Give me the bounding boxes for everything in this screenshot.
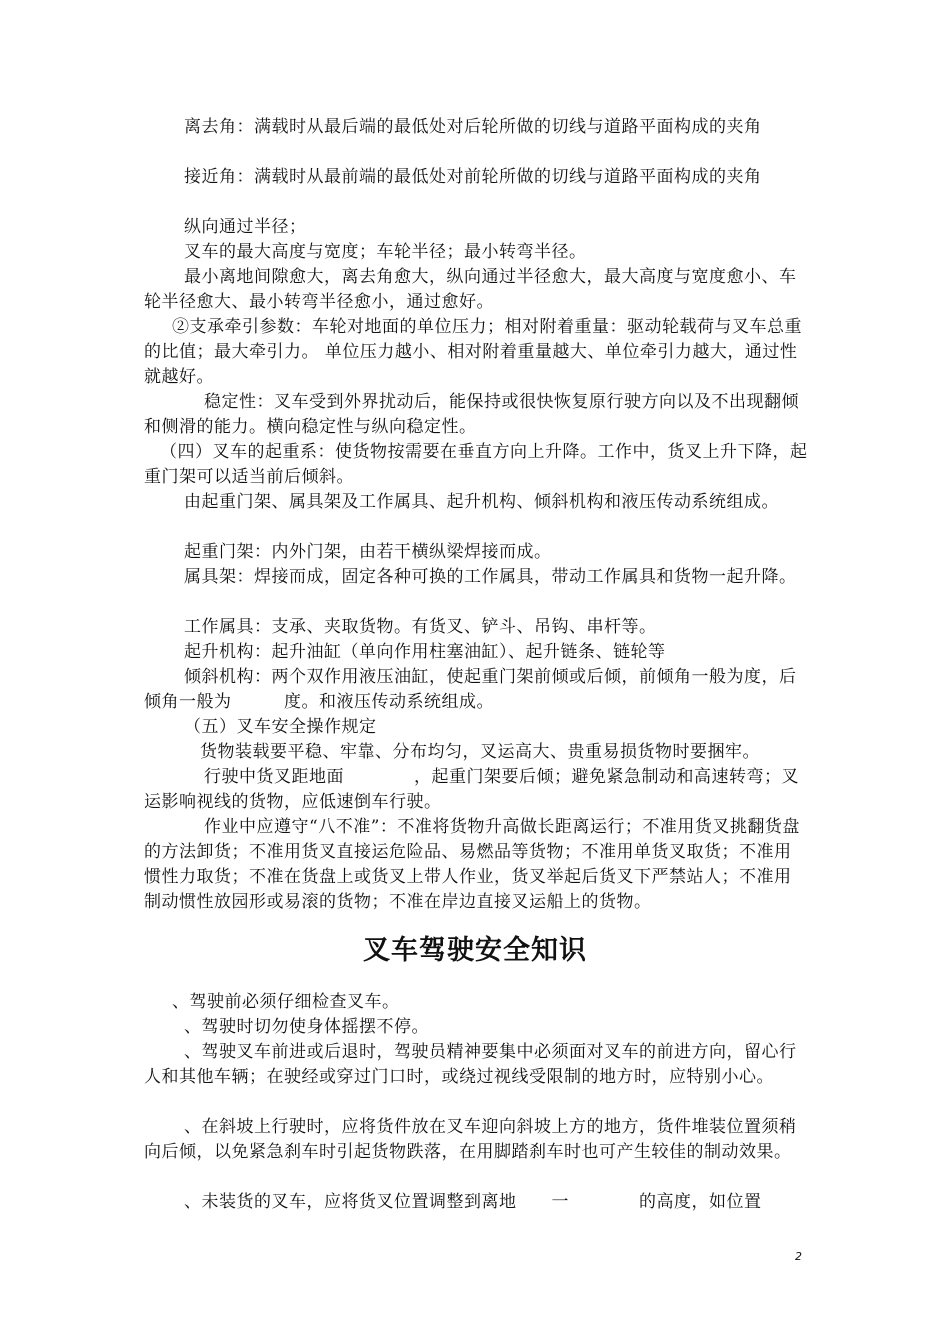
paragraph: 、驾驶前必须仔细检查叉车。 [172, 992, 400, 1012]
section-title: 叉车驾驶安全知识 [363, 935, 587, 966]
paragraph: 、未装货的叉车，应将货叉位置调整到离地 一 的高度，如位置 [184, 1192, 762, 1212]
paragraph: 最小离地间隙愈大，离去角愈大，纵向通过半径愈大，最大高度与宽度愈小、车轮半径愈大、最小转弯半径愈小，通过愈好。 [144, 267, 797, 312]
paragraph: 、驾驶时切勿使身体摇摆不停。 [184, 1017, 429, 1037]
paragraph: 稳定性：叉车受到外界扰动后，能保持或很快恢复原行驶方向以及不出现翻倾和侧滑的能力。横向稳定性与纵向稳定性。 [144, 392, 799, 437]
paragraph: 纵向通过半径； [184, 217, 307, 237]
paragraph: 接近角：满载时从最前端的最低处对前轮所做的切线与道路平面构成的夹角 [184, 167, 762, 187]
paragraph: 、驾驶叉车前进或后退时，驾驶员精神要集中必须面对叉车的前进方向，留心行人和其他车辆；在驶经或穿过门口时，或绕过视线受限制的地方时，应特别小心。 [144, 1042, 797, 1087]
paragraph: （四）叉车的起重系：使货物按需要在垂直方向上升降。工作中，货叉上升下降，起重门架可以适当前后倾斜。 [144, 442, 808, 487]
paragraph: 工作属具：支承、夹取货物。有货叉、铲斗、吊钩、串杆等。 [184, 617, 657, 637]
paragraph: 作业中应遵守“八不准”：不准将货物升高做长距离运行；不准用货叉挑翻货盘的方法卸货；不准用货叉直接运危险品、易燃品等货物；不准用单货叉取货；不准用惯性力取货；不准在货盘上或货叉上带人作业，货叉举起后货叉下严禁站人；不准用制动惯性放园形或易滚的货物；不准在岸边直接叉运船上的货物。 [144, 817, 800, 912]
page-number: 2 [795, 1250, 802, 1263]
paragraph: 、在斜坡上行驶时，应将货件放在叉车迎向斜坡上方的地方，货件堆装位置须稍向后倾，以免紧急刹车时引起货物跌落，在用脚踏刹车时也可产生较佳的制动效果。 [144, 1117, 797, 1162]
paragraph: 离去角：满载时从最后端的最低处对后轮所做的切线与道路平面构成的夹角 [184, 117, 762, 137]
paragraph: 倾斜机构：两个双作用液压油缸，使起重门架前倾或后倾，前倾角一般为度，后倾角一般为 度。和液压传动系统组成。 [144, 667, 797, 712]
paragraph: 起重门架：内外门架，由若干横纵梁焊接而成。 [184, 542, 552, 562]
paragraph: 起升机构：起升油缸（单向作用柱塞油缸）、起升链条、链轮等 [184, 642, 666, 662]
paragraph: 由起重门架、属具架及工作属具、起升机构、倾斜机构和液压传动系统组成。 [184, 492, 779, 512]
paragraph: 货物装载要平稳、牢靠、分布均匀，叉运高大、贵重易损货物时要捆牢。 [200, 742, 760, 762]
paragraph: （五）叉车安全操作规定 [184, 717, 377, 737]
paragraph: 行驶中货叉距地面 ，起重门架要后倾；避免紧急制动和高速转弯；叉运影响视线的货物，应低速倒车行驶。 [144, 767, 799, 812]
paragraph: 叉车的最大高度与宽度；车轮半径；最小转弯半径。 [184, 242, 587, 262]
paragraph: 属具架：焊接而成，固定各种可换的工作属具，带动工作属具和货物一起升降。 [184, 567, 797, 587]
paragraph: ②支承牵引参数：车轮对地面的单位压力；相对附着重量：驱动轮载荷与叉车总重的比值；最大牵引力。 单位压力越小、相对附着重量越大、单位牵引力越大，通过性就越好。 [144, 317, 802, 387]
